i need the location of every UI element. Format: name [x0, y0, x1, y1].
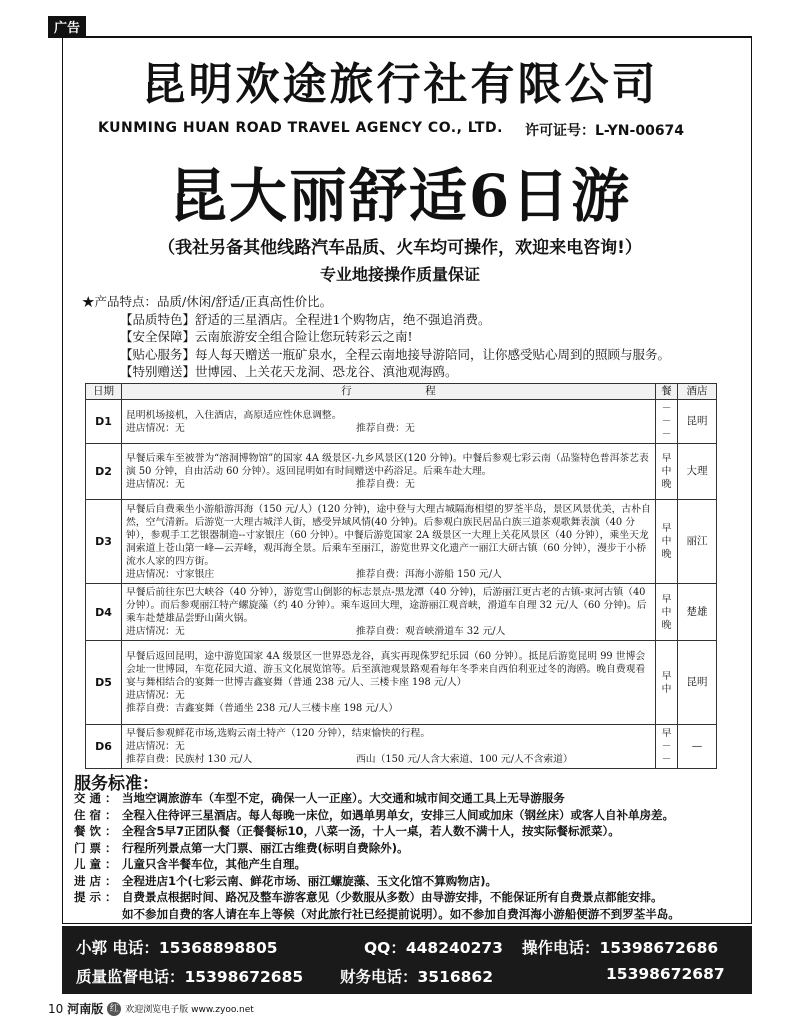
service-item: 住宿： 全程入住待评三星酒店。每人每晚一床位，如遇单男单女，安排三人间或加床（钢丝床）或客人自补单房差。 [74, 807, 674, 822]
optional-info: 推荐自费：洱海小游船 150 元/人 [356, 568, 502, 580]
edition-label: 河南版 [67, 1002, 104, 1016]
shop-info: 进店情况：无 [126, 422, 185, 434]
optional-info: 推荐自费：吉鑫宴舞（普通坐 238 元/人三楼卡座 198 元/人） [126, 703, 398, 714]
features-intro: ★产品特点：品质/休闲/舒适/正真高性价比。 [82, 294, 333, 309]
day-label: D5 [86, 641, 122, 725]
product-features [82, 293, 670, 381]
contact-extra-phone: 15398672687 [606, 965, 725, 983]
itinerary-header-row [86, 384, 717, 400]
day-label: D4 [86, 584, 122, 641]
itinerary-table [85, 383, 717, 769]
meals: 早 － － [656, 725, 678, 769]
meals: 早 中 晚 [656, 500, 678, 584]
service-item: 餐饮： 全程含5早7正团队餐（正餐餐标10，八菜一汤，十人一桌，若人数不满十人，按实际餐标派菜）。 [74, 824, 620, 838]
headline: 昆大丽舒适6日游 [168, 162, 632, 230]
day-description [122, 641, 656, 725]
service-item: 门票： 行程所列景点第一大门票、丽江古维费(标明自费除外)。 [74, 840, 409, 855]
optional-info: 推荐自费：无 [356, 479, 415, 490]
day-label: D2 [86, 444, 122, 500]
feature-item: 【特别赠送】世博园、上关花天龙洞、恐龙谷、滇池观海鸥。 [120, 364, 458, 379]
day-label: D6 [86, 725, 122, 769]
contact-finance: 财务电话：3516862 [340, 968, 493, 986]
itinerary-row-d4 [86, 584, 717, 641]
route-text: 早餐后自费乘坐小游船游洱海（150 元/人）(120 分钟)，途中登与大理古城隔海相望的罗荃半岛，景区风景优美，古朴自然，空气清新。后游览一大理古城洋人街，感受异域风情(40 分钟)。后参观白族民居品白族三道茶观歌舞表演（40 分钟），参观手工艺银器制造--寸家银庄（60 分钟）。中餐后游览国家 2A 级景区一大理上关花风景区（40 分钟），乘坐天龙洞索道上苍山第一峰—云弄峰，观洱海全景。后乘车至丽江，游览世界文化遗产一丽江大研古镇（60 分钟），漫步于小桥流水人家的四方街。 [126, 503, 651, 567]
service-list [74, 790, 680, 922]
day-description [122, 400, 656, 444]
page-number: 10 [48, 1001, 64, 1016]
subnote: （我社另备其他线路汽车品质、火车均可操作，欢迎来电咨询!） [158, 238, 642, 258]
feature-item: 【品质特色】舒适的三星酒店。全程进1个购物店，绝不强追消费。 [120, 311, 491, 327]
contact-xiaoguo: 小郭 电话：15368898805 [76, 939, 278, 957]
optional-info: 推荐自费：民族村 130 元/人 [126, 754, 253, 765]
route-text: 早餐后返回昆明，途中游览国家 4A 级景区一世界恐龙谷，真实再现侏罗纪乐园（60 分钟）。抵昆后游览昆明 99 世博会会址一世博园，车览花园大道、游玉文化展览馆等。后至滇池观景路观看每年冬季来自西伯利亚过冬的海鸥。晚自费观看宴与舞相结合的宴舞一世博吉鑫宴舞（普通 238 元/人、三楼卡座 198 元/人） [126, 651, 646, 688]
service-item: 儿童： 儿童只含半餐车位，其他产生自理。 [74, 857, 306, 871]
itinerary-row-d3 [86, 500, 717, 584]
hotel: 大理 [678, 444, 717, 500]
itinerary-row-d1 [86, 400, 717, 444]
hotel: 楚雄 [678, 584, 717, 641]
route-text: 早餐后前往东巴大峡谷（40 分钟），游览雪山倒影的标志景点-黑龙潭（40 分钟)，后游丽江更古老的古镇-束河古镇（40 分钟）。而后参观丽江特产螺旋藻（约 40 分钟）。乘车返回大理，途游丽江观音峡，滑道车自理 32 元/人（60 分钟)。后乘车赴楚雄品尝野山菌火锅。 [126, 587, 647, 624]
optional-info: 推荐自费：无 [356, 422, 415, 434]
subtag: 专业地接操作质量保证 [319, 265, 480, 284]
hotel: — [678, 725, 717, 769]
service-item: 提示： 自费景点根据时间、路况及整车游客意见（少数服从多数）由导游安排，不能保证所有自费景点都能安排。 [74, 890, 663, 904]
license-number: 许可证号：L-YN-00674 [525, 123, 685, 139]
meals: 早 中 晚 [656, 444, 678, 500]
service-item: 进店： 全程进店1个(七彩云南、鲜花市场、丽江螺旋藻、玉文化馆不算购物店)。 [74, 873, 498, 888]
meals: － － － [656, 400, 678, 444]
hotel: 昆明 [678, 641, 717, 725]
service-note: 如不参加自费的客人请在车上等候（对此旅行社已经提前说明）。如不参加自费洱海小游船便游不到罗荃半岛。 [122, 906, 680, 921]
itinerary-row-d2 [86, 444, 717, 500]
service-title: 服务标准： [74, 774, 159, 794]
header-hotel: 酒店 [678, 384, 717, 400]
hotel: 丽江 [678, 500, 717, 584]
header-route: 行 程 [122, 384, 656, 400]
optional-info-2: 西山（150 元/人含大索道、100 元/人不含索道） [356, 754, 573, 765]
optional-info: 推荐自费：观音峡滑道车 32 元/人 [356, 626, 506, 637]
page-footer [48, 1000, 254, 1017]
day-description [122, 444, 656, 500]
day-description [122, 500, 656, 584]
header-day: 日期 [86, 384, 122, 400]
publication-logo-icon: 红 [107, 1002, 121, 1016]
contact-qq: QQ：448240273 [364, 939, 503, 957]
route-text: 昆明机场接机，入住酒店，高原适应性休息调整。 [126, 409, 342, 421]
meals: 早 中 晚 [656, 584, 678, 641]
ad-label: 广告 [48, 16, 86, 37]
shop-info: 进店情况：无 [126, 690, 185, 701]
day-description [122, 725, 656, 769]
shop-info: 进店情况：无 [126, 741, 185, 752]
itinerary-row-d6 [86, 725, 717, 769]
shop-info: 进店情况：寸家银庄 [126, 568, 215, 580]
day-label: D1 [86, 400, 122, 444]
route-text: 早餐后参观鲜花市场,选购云南土特产（120 分钟），结束愉快的行程。 [126, 728, 431, 739]
meals: 早 中 [656, 641, 678, 725]
feature-item: 【安全保障】云南旅游安全组合险让您玩转彩云之南! [120, 329, 413, 344]
shop-info: 进店情况：无 [126, 479, 185, 490]
header-meal: 餐 [656, 384, 678, 400]
day-label: D3 [86, 500, 122, 584]
day-description [122, 584, 656, 641]
shop-info: 进店情况：无 [126, 626, 185, 637]
contact-bar [62, 926, 752, 994]
company-name-en: KUNMING HUAN ROAD TRAVEL AGENCY CO., LTD. [98, 120, 503, 136]
contact-ops: 操作电话：15398672686 [522, 939, 719, 957]
contact-quality: 质量监督电话：15398672685 [76, 968, 304, 986]
route-text: 早餐后乘车至被誉为“溶洞博物馆”的国家 4A 级景区-九乡风景区(120 分钟)。中餐后参观七彩云南（品鉴特色普洱茶艺表演 50 分钟，自由活动 60 分钟）。返回昆明如有时间赠送中药浴足。后乘车赴大理。 [126, 453, 649, 477]
itinerary-row-d5 [86, 641, 717, 725]
service-item: 交通： 当地空调旅游车（车型不定，确保一人一正座）。大交通和城市间交通工具上无导游服务 [74, 791, 565, 805]
company-name-cn: 昆明欢途旅行社有限公司 [141, 59, 659, 110]
feature-item: 【贴心服务】每人每天赠送一瓶矿泉水，全程云南地接导游陪同，让你感受贴心周到的照顾与服务。 [120, 346, 671, 362]
hotel: 昆明 [678, 400, 717, 444]
website-link[interactable]: 欢迎浏览电子版 www.zyoo.net [125, 1005, 254, 1015]
